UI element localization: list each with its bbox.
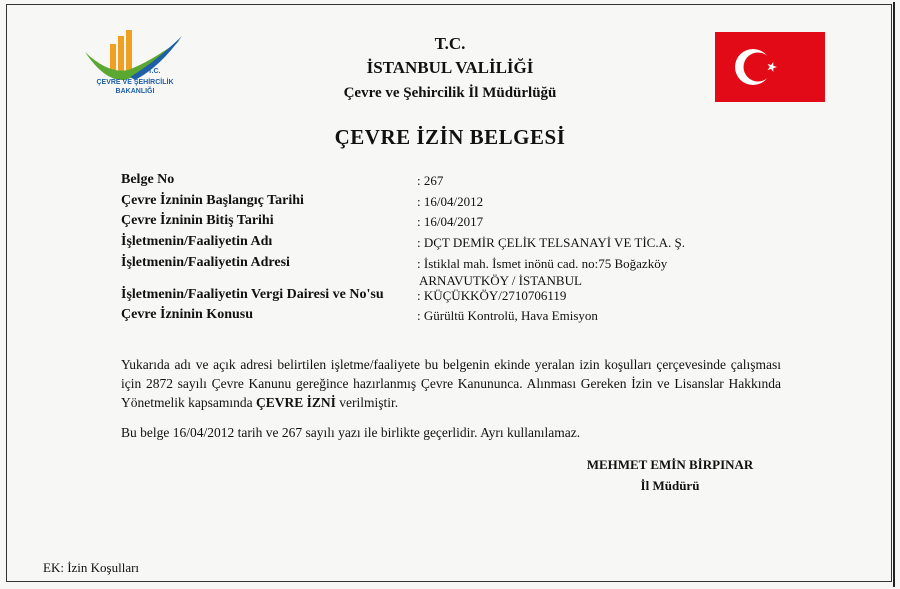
field-label-permit-subject: Çevre İzninin Konusu [121,307,253,322]
turkish-flag-icon [715,32,825,102]
annex-note: EK: İzin Koşulları [43,560,140,575]
field-value-end-date: : 16/04/2017 [417,214,484,229]
paragraph-1-bold: ÇEVRE İZNİ [255,395,336,410]
field-label-business-address: İşletmenin/Faaliyetin Adresi [121,255,290,270]
paragraph-1-end: verilmiştir. [335,395,399,410]
logo-line-2: BAKANLIĞI [115,88,155,95]
body-paragraph-2: Bu belge 16/04/2012 tarih ve 267 sayılı yazı ile birlikte geçerlidir. Ayrı kullanılamaz. [121,425,581,440]
field-value-tax-office: : KÜÇÜKKÖY/2710706119 [417,288,567,303]
logo-line-1: ÇEVRE VE ŞEHİRCİLİK [96,79,174,86]
logo-swoosh-green [85,40,180,80]
header-directorate: Çevre ve Şehircilik İl Müdürlüğü [343,85,557,101]
field-label-tax-office: İşletmenin/Faaliyetin Vergi Dairesi ve No'su [121,287,384,302]
signer-name: MEHMET EMİN BİRPINAR [586,457,754,472]
body-paragraph-1 [121,355,781,412]
header-tc: T.C. [434,34,466,53]
field-value-business-address: : İstiklal mah. İsmet inönü cad. no:75 Boğazköy [417,256,668,271]
field-value-business-name: : DÇT DEMİR ÇELİK TELSANAYİ VE TİC.A. Ş. [417,235,685,250]
header-governorship: İSTANBUL VALİLİĞİ [366,58,534,77]
field-value-business-address-line2: ARNAVUTKÖY / İSTANBUL [419,273,582,288]
field-value-permit-subject: : Gürültü Kontrolü, Hava Emisyon [417,308,598,323]
document-edge [893,2,895,587]
ministry-logo [80,22,190,112]
logo-text [85,78,185,96]
logo-bar-2 [118,36,124,74]
signer-title: İl Müdürü [640,478,700,493]
field-value-document-no: : 267 [417,173,444,188]
field-value-start-date: : 16/04/2012 [417,194,484,209]
field-label-start-date: Çevre İzninin Başlangıç Tarihi [121,193,304,208]
logo-tc-label: T.C. [148,68,161,75]
field-label-end-date: Çevre İzninin Bitiş Tarihi [121,213,274,228]
logo-bar-3 [126,30,132,74]
paragraph-1-text: Yukarıda adı ve açık adresi belirtilen işletme/faaliyete bu belgenin ekinde yeralan izin koşulları çerçevesinde çalışması için 2872 sayılı Çevre Kanunu gereğince hazırlanmış Çevre Kanununca. Alınması Gereken İzin ve Lisanslar Hakkında Yönetmelik kapsamında [121,357,781,410]
document-title: ÇEVRE İZİN BELGESİ [334,125,566,149]
field-label-business-name: İşletmenin/Faaliyetin Adı [121,234,273,249]
field-label-document-no: Belge No [121,172,175,187]
